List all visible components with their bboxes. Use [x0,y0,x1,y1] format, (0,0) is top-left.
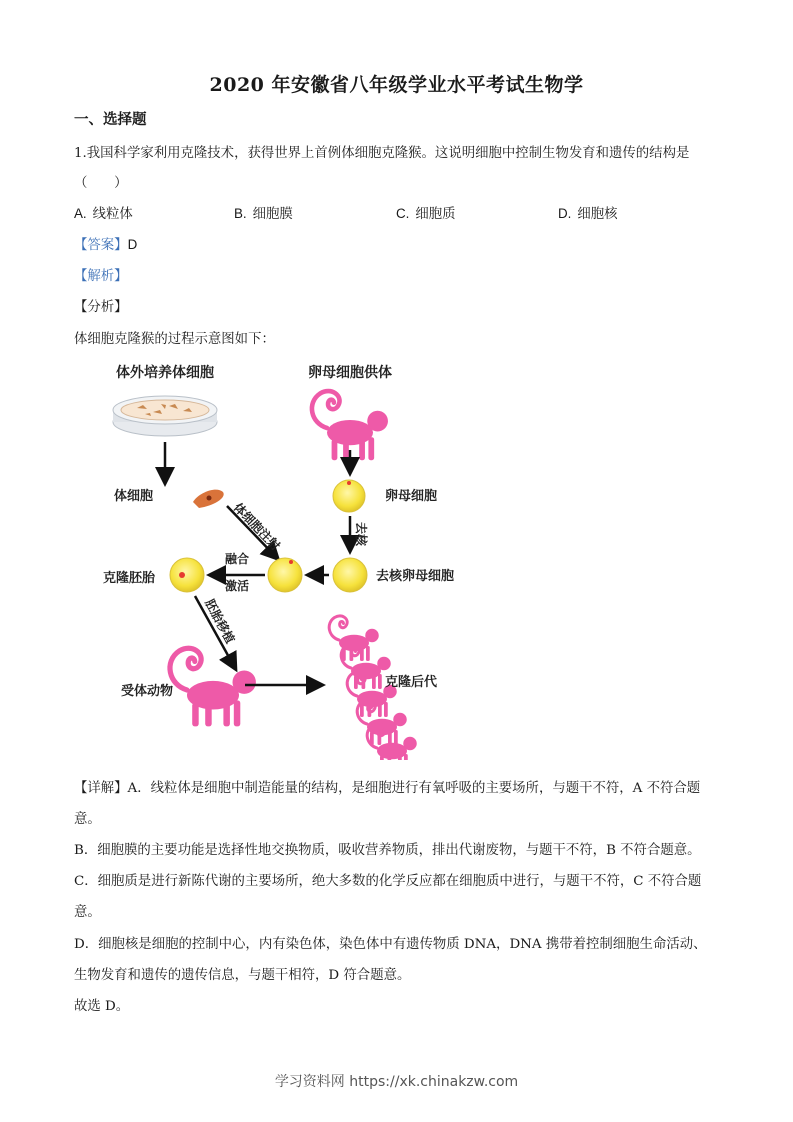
diagram-intro: 体细胞克隆猴的过程示意图如下： [74,332,275,347]
option-a-text: 线粒体 [92,207,133,222]
label-recipient: 受体动物 [120,684,173,699]
detail-d-line2: 生物发育和遗传的遗传信息，与题干相符，D 符合题意。 [74,968,411,983]
conclusion: 故选 D。 [74,999,130,1014]
option-c-letter: C. [396,206,410,221]
option-c-text: 细胞质 [415,207,456,222]
option-b-text: 细胞膜 [252,207,293,222]
label-enucleate: 去核 [354,522,368,547]
label-activation: 激活 [224,579,250,593]
analysis-sub-tag: 【分析】 [74,300,128,315]
section-heading: 一、选择题 [74,111,147,128]
label-enucleated-oocyte: 去核卵母细胞 [376,569,455,584]
embryo-nucleus-icon [179,572,185,578]
label-somatic-cell: 体细胞 [113,489,153,504]
label-donor: 卵母细胞供体 [308,365,392,381]
question-stem: 1.我国科学家利用克隆技术，获得世界上首例体细胞克隆猴。这说明细胞中控制生物发育和遗传的结构是 [74,146,690,161]
label-offspring: 克隆后代 [385,675,438,690]
enucleated-oocyte-icon [333,558,367,592]
oocyte-nucleus-icon [347,481,351,485]
option-c [396,203,456,222]
somatic-cell-icon [193,490,224,508]
label-culture: 体外培养体细胞 [116,365,214,381]
answer-value: D [127,237,138,252]
clone-monkey-diagram [95,350,495,760]
label-oocyte: 卵母细胞 [385,489,438,504]
reconstructed-cell-icon [268,558,302,592]
option-a-letter: A. [74,206,87,221]
option-a [74,203,133,222]
label-fusion: 融合 [224,552,250,566]
label-embryo: 克隆胚胎 [102,571,155,586]
answer-line [74,234,137,253]
answer-tag: 【答案】 [74,238,128,253]
detail-c-line1: C．细胞质是进行新陈代谢的主要场所，绝大多数的化学反应都在细胞质中进行，与题干不符，C 不符合题 [74,874,702,889]
question-blank: （ ） [74,176,128,191]
analysis-tag: 【解析】 [74,269,128,284]
option-d-text: 细胞核 [577,207,618,222]
page-title: 2020 年安徽省八年级学业水平考试生物学 [209,74,584,96]
detail-c-line2: 意。 [74,905,101,920]
detail-a-line1: 【详解】A．线粒体是细胞中制造能量的结构，是细胞进行有氧呼吸的主要场所，与题干不符，A 不符合题 [74,781,701,796]
reconstructed-cell-nucleus-icon [289,560,293,564]
option-d [558,203,618,222]
label-transfer: 胚胎移植 [202,596,238,646]
embryo-icon [170,558,204,592]
option-d-letter: D. [558,206,572,221]
petri-dish-icon [113,396,217,436]
detail-b: B．细胞膜的主要功能是选择性地交换物质，吸收营养物质，排出代谢废物，与题干不符，B 不符合题意。 [74,843,701,858]
detail-d-line1: D．细胞核是细胞的控制中心，内有染色体，染色体中有遗传物质 DNA，DNA 携带着控制细胞生命活动、 [74,937,707,952]
option-b [234,203,293,222]
option-b-letter: B. [234,206,247,221]
label-injection: 体细胞注射 [230,500,283,554]
footer-watermark: 学习资料网 https://xk.chinakzw.com [274,1074,519,1090]
recipient-monkey-icon [170,648,256,726]
donor-monkey-icon [312,391,388,460]
detail-a-line2: 意。 [74,812,101,827]
